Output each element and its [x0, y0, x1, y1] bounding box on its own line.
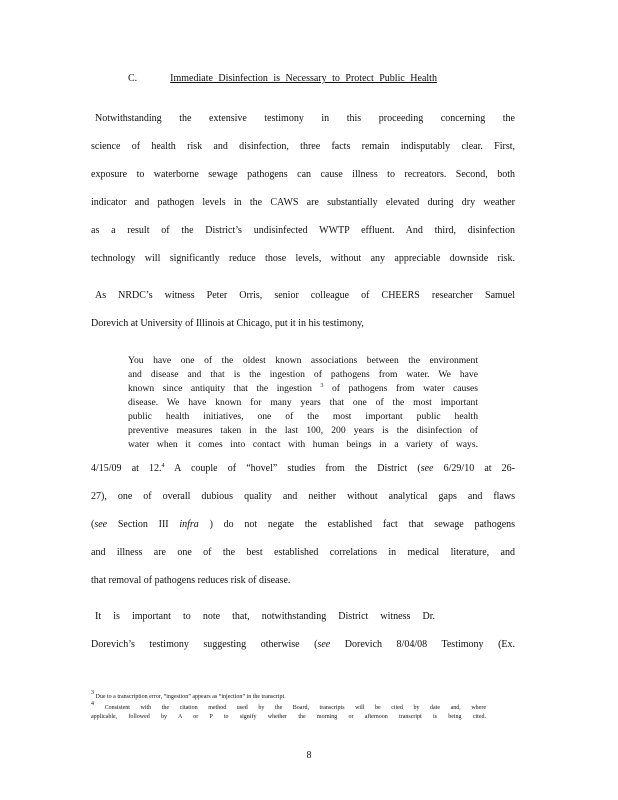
quote-line: water when it comes into contact with human beings in a variety of ways.: [128, 439, 478, 450]
footnote-text: Consistent with the citation method used by the Board, transcripts will be cited by date and, where: [104, 705, 487, 711]
text-line: as a result of the District’s undisinfected WWTP effluent. And third, disinfection: [91, 225, 515, 236]
footnote-3: [91, 690, 286, 700]
see-signal: see: [317, 639, 331, 650]
text-line: technology will significantly reduce those levels, without any appreciable downside risk.: [91, 253, 515, 264]
text-line: [91, 463, 515, 474]
footnote-ref-4[interactable]: 4: [161, 463, 165, 469]
citation: Dorevich 8/04/08 Testimony (Ex.: [344, 639, 516, 650]
footnote-number: 4: [91, 701, 94, 707]
footnote-ref-3[interactable]: 3: [320, 383, 324, 389]
quote-line: [128, 383, 478, 394]
text-span: Dorevich’s testimony suggesting otherwise (: [91, 639, 318, 650]
text-span: ) do not negate the established fact that sewage pathogens: [209, 519, 516, 530]
quote-line: You have one of the oldest known associations between the environment: [128, 355, 478, 366]
quote-line: preventive measures taken in the last 100, 200 years is the disinfection of: [128, 425, 478, 436]
section-heading: [128, 73, 437, 84]
citation: 4/15/09 at 12.: [91, 463, 162, 474]
text-span: A couple of “hovel” studies from the District (: [174, 463, 421, 474]
text-line: and illness are one of the best established correlations in medical literature, and: [91, 547, 515, 558]
text-line: [91, 519, 515, 530]
quote-line: disease. We have known for many years that one of the most important: [128, 397, 478, 408]
infra-signal: infra: [179, 519, 199, 530]
text-line: indicator and pathogen levels in the CAWS are substantially elevated during dry weather: [91, 197, 515, 208]
text-line: science of health risk and disinfection, three facts remain indisputably clear. First,: [91, 141, 515, 152]
text-line: It is important to note that, notwithstanding District witness Dr.: [95, 611, 435, 622]
footnote-4-continued: applicable, followed by A or P to signify whether the morning or afternoon transcript is being cited.: [91, 714, 486, 720]
quote-text: of pathogens from water causes: [331, 383, 479, 394]
citation: 6/29/10 at 26-: [443, 463, 516, 474]
footnote-number: 3: [91, 690, 94, 696]
section-title: Immediate Disinfection is Necessary to Protect Public Health: [170, 73, 437, 84]
text-line: Dorevich at University of Illinois at Chicago, put it in his testimony,: [91, 318, 364, 329]
text-line: As NRDC’s witness Peter Orris, senior colleague of CHEERS researcher Samuel: [95, 290, 515, 301]
see-signal: see: [420, 463, 434, 474]
footnote-text: Due to a transcription error, “ingestion” appears as “injection” in the transcript.: [95, 694, 286, 700]
quote-line: public health initiatives, one of the most important public health: [128, 411, 478, 422]
text-line: 27), one of overall dubious quality and neither without analytical gaps and flaws: [91, 491, 515, 502]
footnote-4: [91, 701, 486, 711]
text-line: [91, 639, 515, 650]
quote-line: and disease and that is the ingestion of pathogens from water. We have: [128, 369, 478, 380]
see-signal: see: [94, 519, 108, 530]
quote-text: known since antiquity that the ingestion: [128, 383, 312, 394]
text-line: exposure to waterborne sewage pathogens can cause illness to recreators. Second, both: [91, 169, 515, 180]
text-span: Section III: [117, 519, 169, 530]
text-line: that removal of pathogens reduces risk of disease.: [91, 575, 291, 586]
text-span: (: [91, 519, 95, 530]
section-letter: C.: [128, 73, 138, 84]
text-line: Notwithstanding the extensive testimony in this proceeding concerning the: [95, 113, 515, 124]
page-number: 8: [306, 750, 312, 761]
